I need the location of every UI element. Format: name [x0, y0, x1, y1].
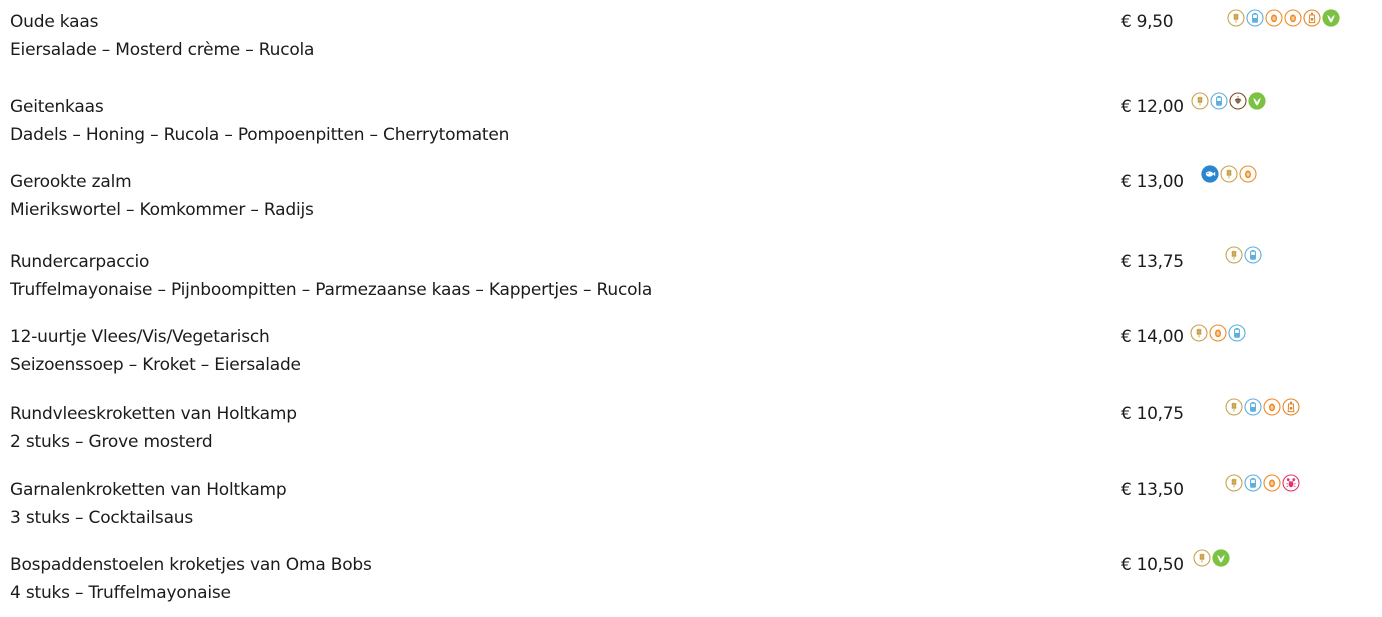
milk-icon	[1246, 9, 1264, 27]
nuts-icon	[1229, 92, 1247, 110]
vegetarian-icon	[1248, 92, 1266, 110]
menu-item	[10, 170, 1370, 230]
item-price: € 13,00	[1121, 172, 1184, 192]
egg-icon	[1263, 398, 1281, 416]
menu-item	[10, 553, 1370, 613]
gluten-icon	[1193, 549, 1211, 567]
item-price: € 13,50	[1121, 480, 1184, 500]
item-price: € 10,50	[1121, 555, 1184, 575]
item-price: € 9,50	[1121, 12, 1174, 32]
fish-icon	[1201, 165, 1219, 183]
milk-icon	[1244, 246, 1262, 264]
menu-item	[10, 250, 1370, 310]
allergen-icons	[1225, 244, 1263, 266]
egg-icon	[1265, 9, 1283, 27]
allergen-icons	[1225, 396, 1301, 418]
allergen-icons	[1190, 322, 1247, 344]
mustard-icon	[1303, 9, 1321, 27]
gluten-icon	[1225, 398, 1243, 416]
menu-item	[10, 325, 1370, 385]
item-description: Eiersalade – Mosterd crème – Rucola	[10, 40, 315, 60]
item-name: Bospaddenstoelen kroketjes van Oma Bobs	[10, 555, 372, 575]
milk-icon	[1228, 324, 1246, 342]
mustard-icon	[1282, 398, 1300, 416]
item-description: 2 stuks – Grove mosterd	[10, 432, 213, 452]
egg-icon	[1263, 474, 1281, 492]
egg-icon	[1239, 165, 1257, 183]
item-name: Oude kaas	[10, 12, 99, 32]
item-name: Gerookte zalm	[10, 172, 132, 192]
allergen-icons	[1225, 472, 1301, 494]
item-price: € 12,00	[1121, 97, 1184, 117]
allergen-icons	[1227, 7, 1341, 29]
milk-icon	[1210, 92, 1228, 110]
item-name: 12-uurtje Vlees/Vis/Vegetarisch	[10, 327, 270, 347]
crustacean-icon	[1282, 474, 1300, 492]
item-description: Truffelmayonaise – Pijnboompitten – Parmezaanse kaas – Kappertjes – Rucola	[10, 280, 653, 300]
allergen-icons	[1201, 163, 1258, 185]
gluten-icon	[1220, 165, 1238, 183]
item-description: 4 stuks – Truffelmayonaise	[10, 583, 231, 603]
item-name: Geitenkaas	[10, 97, 104, 117]
egg-icon	[1284, 9, 1302, 27]
vegetarian-icon	[1212, 549, 1230, 567]
gluten-icon	[1190, 324, 1208, 342]
item-description: Dadels – Honing – Rucola – Pompoenpitten – Cherrytomaten	[10, 125, 510, 145]
item-description: Mierikswortel – Komkommer – Radijs	[10, 200, 314, 220]
vegetarian-icon	[1322, 9, 1340, 27]
item-price: € 14,00	[1121, 327, 1184, 347]
egg-icon	[1209, 324, 1227, 342]
milk-icon	[1244, 474, 1262, 492]
item-description: 3 stuks – Cocktailsaus	[10, 508, 194, 528]
item-description: Seizoenssoep – Kroket – Eiersalade	[10, 355, 301, 375]
gluten-icon	[1227, 9, 1245, 27]
gluten-icon	[1191, 92, 1209, 110]
milk-icon	[1244, 398, 1262, 416]
item-name: Rundvleeskroketten van Holtkamp	[10, 404, 297, 424]
allergen-icons	[1191, 90, 1267, 112]
gluten-icon	[1225, 474, 1243, 492]
menu-item	[10, 10, 1370, 70]
gluten-icon	[1225, 246, 1243, 264]
item-name: Rundercarpaccio	[10, 252, 150, 272]
item-name: Garnalenkroketten van Holtkamp	[10, 480, 287, 500]
item-price: € 10,75	[1121, 404, 1184, 424]
menu-item	[10, 478, 1370, 538]
item-price: € 13,75	[1121, 252, 1184, 272]
menu-item	[10, 95, 1370, 155]
allergen-icons	[1193, 547, 1231, 569]
menu-item	[10, 402, 1370, 462]
